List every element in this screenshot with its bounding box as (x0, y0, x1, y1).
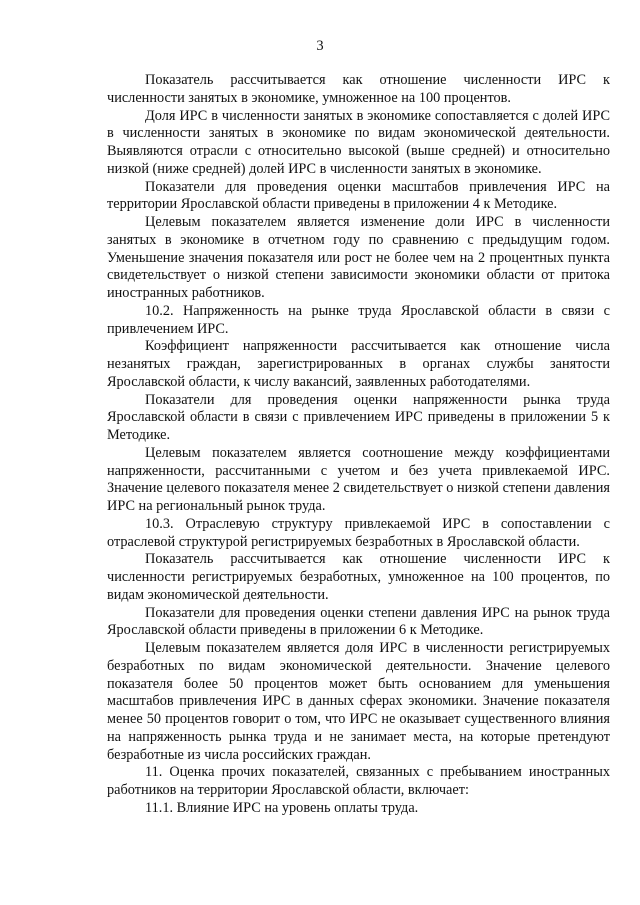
paragraph: Целевым показателем является изменение доли ИРС в численности занятых в экономике в отчетном году по сравнению с предыдущим годом. Уменьшение значения показателя или рост не более чем на 2 процентных пункта свидетельствует о низкой степени зависимости экономики области от притока иностранных работников. (107, 214, 610, 301)
paragraph: Целевым показателем является доля ИРС в численности регистрируемых безработных по видам экономической деятельности. Значение целевого показателя более 50 процентов может быть основанием для уменьшения масштабов привлечения ИРС в данных сферах экономики. Значение показателя менее 50 процентов говорит о том, что ИРС не оказывает существенного влияния на напряженность рынка труда и не занимает места, на которые претендуют безработные из числа российских граждан. (107, 640, 610, 763)
section-heading-10-2: 10.2. Напряженность на рынке труда Ярославской области в связи с привлечением ИРС. (107, 302, 610, 337)
paragraph: Целевым показателем является соотношение между коэффициентами напряженности, рассчитанными с учетом и без учета привлекаемой ИРС. Значение целевого показателя менее 2 свидетельствует о низкой степени давления ИРС на региональный рынок труда. (107, 444, 610, 514)
paragraph: Доля ИРС в численности занятых в экономике сопоставляется с долей ИРС в численности занятых в экономике по видам экономической деятельности. Выявляются отрасли с относительно высокой (выше средней) и относительно низкой (ниже средней) долей ИРС в численности занятых в экономике. (107, 107, 610, 177)
section-heading-10-3: 10.3. Отраслевую структуру привлекаемой ИРС в сопоставлении с отраслевой структурой регистрируемых безработных в Ярославской области. (107, 515, 610, 550)
paragraph: Показатель рассчитывается как отношение численности ИРС к численности регистрируемых безработных, умноженное на 100 процентов, по видам экономической деятельности. (107, 551, 610, 603)
paragraph: Коэффициент напряженности рассчитывается как отношение числа незанятых граждан, зарегистрированных в органах службы занятости Ярославской области, к числу вакансий, заявленных работодателями. (107, 338, 610, 390)
paragraph: Показатели для проведения оценки степени давления ИРС на рынок труда Ярославской области приведены в приложении 6 к Методике. (107, 604, 610, 639)
paragraph: Показатель рассчитывается как отношение численности ИРС к численности занятых в экономике, умноженное на 100 процентов. (107, 72, 610, 106)
page-number: 3 (316, 38, 324, 54)
section-heading-11: 11. Оценка прочих показателей, связанных с пребыванием иностранных работников на территории Ярославской области, включает: (107, 764, 610, 798)
section-heading-11-1: 11.1. Влияние ИРС на уровень оплаты труда. (145, 799, 419, 816)
document-body (107, 72, 610, 818)
paragraph: Показатели для проведения оценки напряженности рынка труда Ярославской области в связи с привлечением ИРС приведены в приложении 5 к Методике. (107, 391, 610, 443)
paragraph: Показатели для проведения оценки масштабов привлечения ИРС на территории Ярославской области приведены в приложении 4 к Методике. (107, 178, 610, 213)
